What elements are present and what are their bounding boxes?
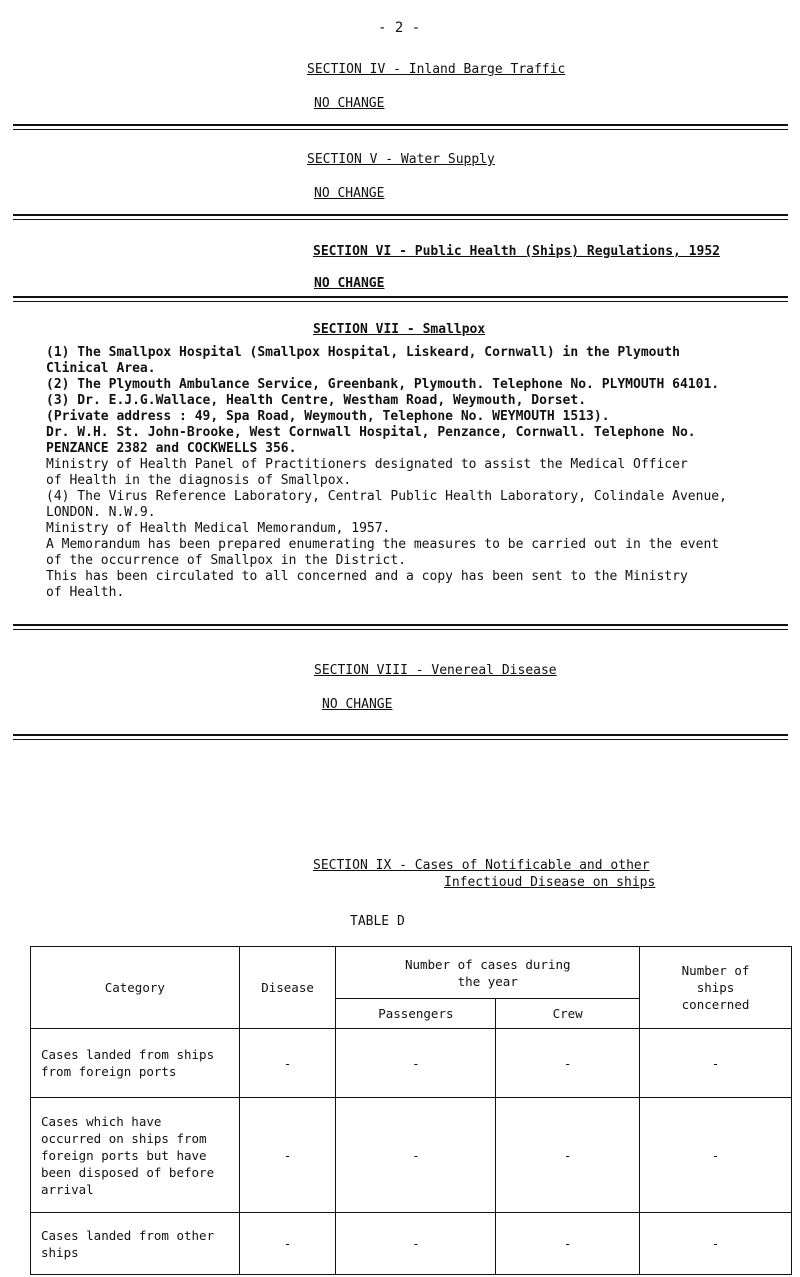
smallpox-line: PENZANCE 2382 and COCKWELLS 356. (46, 441, 297, 456)
smallpox-line: Clinical Area. (46, 361, 156, 376)
smallpox-line: This has been circulated to all concerned and a copy has been sent to the Ministry (46, 569, 688, 584)
section-ix-title: SECTION IX - Cases of Notificable and other (313, 858, 650, 873)
section-v-status: NO CHANGE (314, 186, 385, 201)
divider (13, 124, 788, 126)
divider (13, 214, 788, 216)
smallpox-line: A Memorandum has been prepared enumerating the measures to be carried out in the event (46, 537, 720, 552)
row-ships: - (640, 1029, 792, 1098)
smallpox-line: (3) Dr. E.J.G.Wallace, Health Centre, Westham Road, Weymouth, Dorset. (46, 393, 587, 408)
table-label: TABLE D (350, 914, 405, 929)
cases-table (30, 946, 792, 1275)
row-crew: - (496, 1213, 640, 1275)
header-number-of-cases: Number of cases during the year (336, 947, 640, 999)
row-category: Cases landed from ships from foreign ports (31, 1029, 240, 1098)
smallpox-line: (4) The Virus Reference Laboratory, Central Public Health Laboratory, Colindale Avenue, (46, 489, 727, 504)
row-passengers: - (336, 1029, 496, 1098)
smallpox-line: Ministry of Health Medical Memorandum, 1957. (46, 521, 391, 536)
row-category: Cases landed from other ships (31, 1213, 240, 1275)
section-ix-subtitle: Infectioud Disease on ships (444, 875, 656, 890)
table-row (31, 1213, 792, 1275)
smallpox-line: Ministry of Health Panel of Practitioners designated to assist the Medical Officer (46, 457, 688, 472)
divider (13, 219, 788, 220)
row-passengers: - (336, 1213, 496, 1275)
smallpox-line: (Private address : 49, Spa Road, Weymouth, Telephone No. WEYMOUTH 1513). (46, 409, 610, 424)
smallpox-line: of Health in the diagnosis of Smallpox. (46, 473, 352, 488)
section-iv-title: SECTION IV - Inland Barge Traffic (307, 62, 566, 77)
section-iv-status: NO CHANGE (314, 96, 385, 111)
divider (13, 624, 788, 626)
smallpox-line: (2) The Plymouth Ambulance Service, Greenbank, Plymouth. Telephone No. PLYMOUTH 64101. (46, 377, 720, 392)
row-category: Cases which have occurred on ships from foreign ports but have been disposed of before arrival (31, 1098, 240, 1213)
smallpox-line: (1) The Smallpox Hospital (Smallpox Hospital, Liskeard, Cornwall) in the Plymouth (46, 345, 680, 360)
row-crew: - (496, 1098, 640, 1213)
divider (13, 129, 788, 130)
table-row (31, 1029, 792, 1098)
divider (13, 301, 788, 302)
row-crew: - (496, 1029, 640, 1098)
table-row (31, 1098, 792, 1213)
divider (13, 629, 788, 630)
divider (13, 734, 788, 736)
divider (13, 739, 788, 740)
divider (13, 296, 788, 298)
smallpox-line: Dr. W.H. St. John-Brooke, West Cornwall Hospital, Penzance, Cornwall. Telephone No. (46, 425, 696, 440)
section-v-title: SECTION V - Water Supply (307, 152, 495, 167)
row-disease: - (239, 1098, 336, 1213)
smallpox-line: LONDON. N.W.9. (46, 505, 156, 520)
header-ships: Number of ships concerned (640, 947, 792, 1029)
header-disease: Disease (239, 947, 336, 1029)
row-disease: - (239, 1213, 336, 1275)
header-crew: Crew (496, 999, 640, 1029)
smallpox-line: of Health. (46, 585, 125, 600)
section-viii-title: SECTION VIII - Venereal Disease (314, 663, 557, 678)
header-passengers: Passengers (336, 999, 496, 1029)
header-category: Category (31, 947, 240, 1029)
row-ships: - (640, 1098, 792, 1213)
row-disease: - (239, 1029, 336, 1098)
section-vi-status: NO CHANGE (314, 276, 385, 291)
row-ships: - (640, 1213, 792, 1275)
table-header-row (31, 947, 792, 999)
section-vi-title: SECTION VI - Public Health (Ships) Regulations, 1952 (313, 244, 720, 259)
section-vii-title: SECTION VII - Smallpox (313, 322, 486, 337)
page-number: - 2 - (378, 20, 421, 36)
smallpox-line: of the occurrence of Smallpox in the District. (46, 553, 407, 568)
row-passengers: - (336, 1098, 496, 1213)
section-viii-status: NO CHANGE (322, 697, 393, 712)
